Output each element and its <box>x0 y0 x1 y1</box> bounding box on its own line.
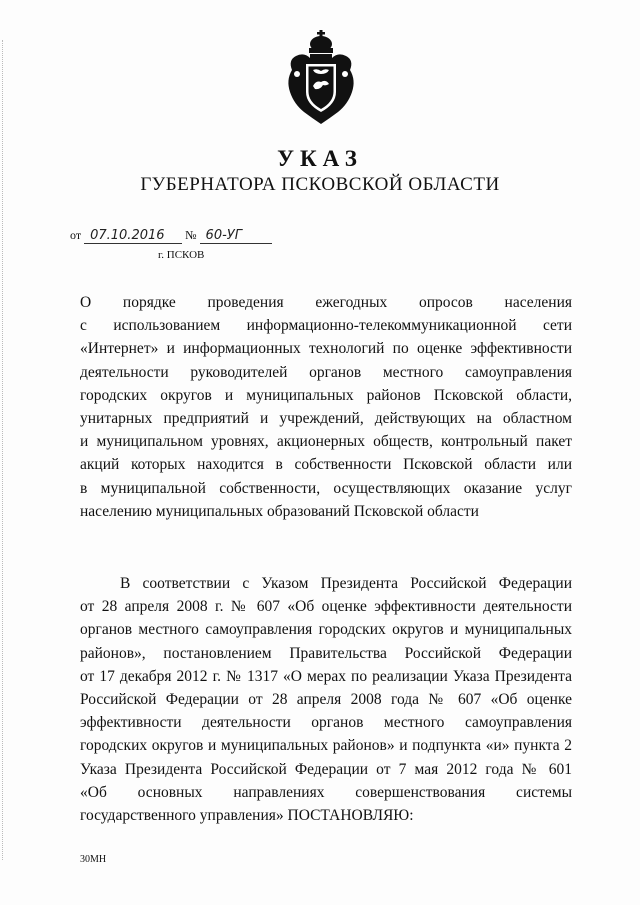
date-prefix: от <box>70 228 82 242</box>
body-line: от 17 декабря 2012 г. № 1317 «О мерах по реализации Указа Президента <box>80 667 572 685</box>
number-prefix: № <box>185 228 197 242</box>
heading-line: и муниципальном уровнях, акционерных обществ, контрольный пакет <box>80 433 572 451</box>
body-line: от 28 апреля 2008 г. № 607 «Об оценке эффективности деятельности <box>80 598 572 616</box>
body-line: районов», постановлением Правительства Российской Федерации <box>80 644 572 662</box>
decree-heading <box>80 291 572 523</box>
decree-subtitle: ГУБЕРНАТОРА ПСКОВСКОЙ ОБЛАСТИ <box>140 174 500 195</box>
pskov-coat-of-arms-icon <box>282 30 360 126</box>
heading-line: деятельности руководителей органов местного самоуправления <box>80 363 572 381</box>
body-line: Российской Федерации от 28 апреля 2008 года № 607 «Об оценке <box>80 691 572 709</box>
body-line: В соответствии с Указом Президента Российской Федерации <box>120 575 572 592</box>
heading-line: с использованием информационно-телекоммуникационной сети <box>80 317 572 335</box>
decree-preamble <box>80 572 572 827</box>
document-code: 30МН <box>80 854 107 865</box>
heading-line: городских округов и муниципальных районов Псковской области, <box>80 386 572 404</box>
body-line: органов местного самоуправления городских округов и муниципальных <box>80 621 572 639</box>
city-label: г. ПСКОВ <box>158 249 205 261</box>
heading-line: унитарных предприятий и учреждений, действующих на областном <box>80 410 572 428</box>
date-number-line <box>70 228 272 244</box>
decree-title: УКАЗ <box>277 146 363 171</box>
handwritten-number: 60-УГ <box>200 229 272 244</box>
heading-line: в муниципальной собственности, осуществляющих оказание услуг <box>80 479 572 497</box>
body-line: Указа Президента Российской Федерации от 7 мая 2012 года № 601 <box>80 760 572 778</box>
body-line: городских округов и муниципальных районов» и подпункта «и» пункта 2 <box>80 737 572 755</box>
heading-line: О порядке проведения ежегодных опросов населения <box>80 294 572 311</box>
heading-line: «Интернет» и информационных технологий по оценке эффективности <box>80 340 572 358</box>
heading-line: населению муниципальных образований Псковской области <box>80 502 479 520</box>
body-line: «Об основных направлениях совершенствования системы <box>80 783 572 801</box>
body-line: эффективности деятельности органов местного самоуправления <box>80 714 572 732</box>
handwritten-date: 07.10.2016 <box>84 229 182 244</box>
body-line: государственного управления» ПОСТАНОВЛЯЮ: <box>80 807 414 825</box>
heading-line: акций которых находится в собственности Псковской области или <box>80 456 572 474</box>
